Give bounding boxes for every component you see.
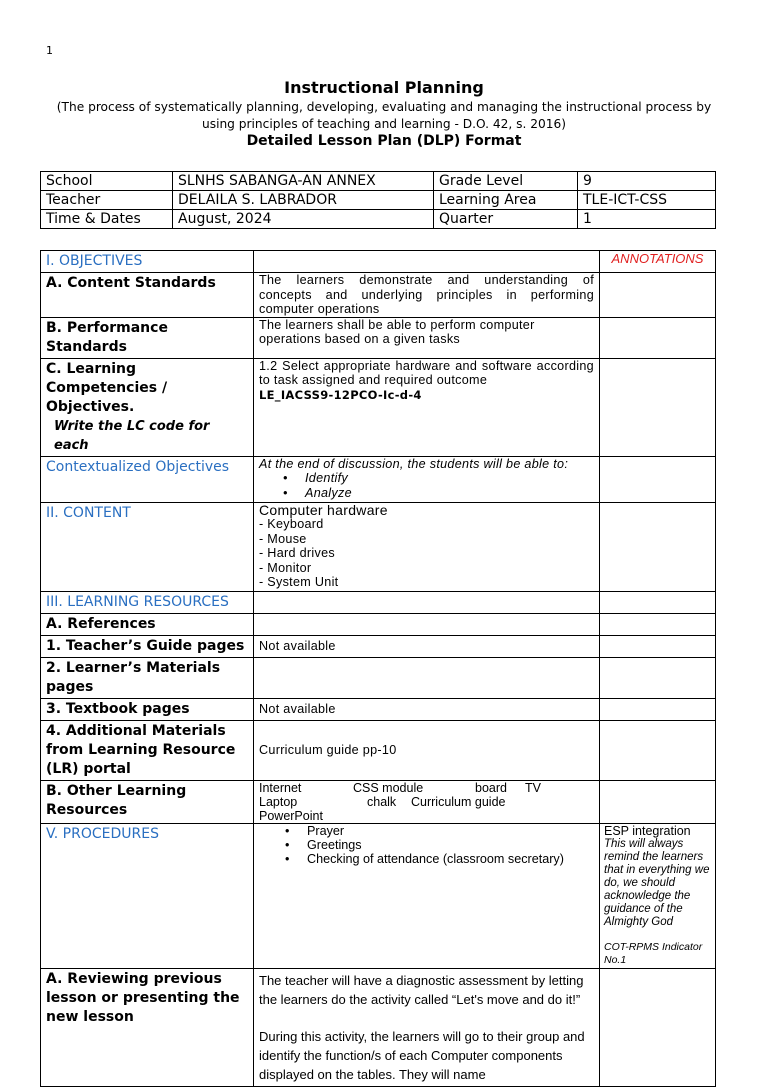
references-label: A. References [41, 613, 254, 635]
esp-text: This will always remind the learners that in everything we do, we should acknowledge the guidance of the Almighty God [604, 837, 710, 928]
document-title: Instructional Planning [284, 78, 484, 97]
page-number: 1 [46, 44, 53, 57]
annotations-heading: ANNOTATIONS [600, 251, 716, 273]
tg-pages-label: 1. Teacher’s Guide pages [41, 635, 254, 657]
quarter-value: 1 [578, 210, 716, 229]
row-procedures [41, 823, 716, 968]
school-label: School [41, 172, 173, 191]
contextualized-label: Contextualized Objectives [41, 456, 254, 502]
lm-pages-label: 2. Learner’s Materials pages [41, 657, 254, 698]
row-objectives [41, 251, 716, 273]
cot-text: COT-RPMS Indicator No.1 [604, 940, 703, 966]
resource-item: board [475, 780, 507, 795]
quarter-label: Quarter [434, 210, 578, 229]
contextualized-text: At the end of discussion, the students will be able to: [259, 456, 569, 471]
document-subtitle: (The process of systematically planning, developing, evaluating and managing the instructional process by using principles of teaching and learning - D.O. 42, s. 2016) [56, 100, 712, 131]
row-other-resources [41, 780, 716, 823]
row-performance-standards [41, 317, 716, 358]
time-value: August, 2024 [173, 210, 434, 229]
grade-label: Grade Level [434, 172, 578, 191]
other-resources-label: B. Other Learning Resources [41, 780, 254, 823]
row-learning-resources [41, 591, 716, 613]
content-standards-label: A. Content Standards [41, 273, 254, 318]
info-row-teacher [41, 191, 716, 210]
list-item: - Hard drives [259, 546, 335, 560]
tg-pages-value: Not available [254, 635, 600, 657]
lesson-plan-table [40, 250, 716, 1087]
list-item: • Prayer [307, 824, 594, 838]
resource-item: PowerPoint [259, 808, 323, 823]
list-item: - Monitor [259, 560, 312, 575]
list-item: • Analyze [305, 486, 594, 501]
area-label: Learning Area [434, 191, 578, 210]
info-row-time [41, 210, 716, 229]
row-competencies [41, 358, 716, 456]
format-title: Detailed Lesson Plan (DLP) Format [246, 133, 522, 149]
list-item: • Checking of attendance (classroom secretary) [307, 852, 594, 866]
row-additional-materials [41, 720, 716, 780]
list-item: - Mouse [259, 531, 307, 546]
contextualized-list [259, 471, 594, 500]
competencies-label: C. Learning Competencies / Objectives. [46, 360, 168, 415]
row-textbook-pages [41, 698, 716, 720]
resource-item: Internet [259, 780, 302, 795]
performance-standards-text: The learners shall be able to perform computer operations based on a given tasks [254, 317, 600, 358]
reviewing-paragraph-2: During this activity, the learners will go to their group and identify the function/s of each Computer components displayed on the tables. They will name [259, 1028, 585, 1082]
row-content [41, 502, 716, 591]
esp-title: ESP integration [604, 823, 691, 838]
resource-item: TV [525, 780, 541, 795]
textbook-pages-label: 3. Textbook pages [41, 698, 254, 720]
info-row-school [41, 172, 716, 191]
list-item: • Identify [305, 471, 594, 486]
grade-value: 9 [578, 172, 716, 191]
objectives-heading: I. OBJECTIVES [41, 251, 254, 273]
content-heading: II. CONTENT [41, 502, 254, 591]
textbook-pages-value: Not available [254, 698, 600, 720]
reviewing-label: A. Reviewing previous lesson or presenting the new lesson [41, 968, 254, 1086]
list-item: - Keyboard [259, 517, 324, 531]
content-standards-text: The learners demonstrate and understanding of concepts and underlying principles in performing computer operations [259, 273, 594, 316]
procedures-heading: V. PROCEDURES [41, 823, 254, 968]
row-reviewing [41, 968, 716, 1086]
row-lm-pages [41, 657, 716, 698]
performance-standards-label: B. Performance Standards [41, 317, 254, 358]
info-table [40, 171, 716, 229]
content-title: Computer hardware [259, 502, 388, 518]
learning-resources-heading: III. LEARNING RESOURCES [41, 591, 254, 613]
list-item: - System Unit [259, 575, 339, 589]
teacher-label: Teacher [41, 191, 173, 210]
procedures-list [259, 824, 594, 866]
time-label: Time & Dates [41, 210, 173, 229]
row-content-standards [41, 273, 716, 318]
school-value: SLNHS SABANGA-AN ANNEX [173, 172, 434, 191]
teacher-value: DELAILA S. LABRADOR [173, 191, 434, 210]
lc-code: LE_IACSS9-12PCO-Ic-d-4 [259, 387, 422, 402]
additional-materials-value: Curriculum guide pp-10 [254, 720, 600, 780]
resource-item: CSS module [353, 780, 424, 795]
row-contextualized [41, 456, 716, 502]
row-references [41, 613, 716, 635]
resource-item: Laptop [259, 794, 298, 809]
list-item: • Greetings [307, 838, 594, 852]
area-value: TLE-ICT-CSS [578, 191, 716, 210]
competencies-note: Write the LC code for each [54, 418, 210, 453]
resource-item: chalk [367, 794, 397, 809]
resource-item: Curriculum guide [411, 794, 506, 809]
row-tg-pages [41, 635, 716, 657]
additional-materials-label: 4. Additional Materials from Learning Resource (LR) portal [41, 720, 254, 780]
reviewing-paragraph-1: The teacher will have a diagnostic assessment by letting the learners do the activity called “Let's move and do it!” [259, 972, 584, 1007]
competencies-text: 1.2 Select appropriate hardware and software according to task assigned and required outcome [259, 358, 594, 387]
